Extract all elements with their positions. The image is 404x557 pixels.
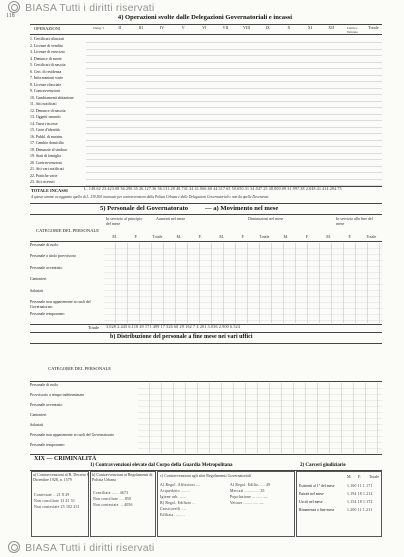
section-4-row-label: 12. Denunce di nascita: [30, 108, 66, 113]
section-5b-category: Personale temporaneo: [30, 443, 65, 447]
in-service-start-header: In servizio al principio del mese: [106, 216, 143, 226]
section-4-row-label: 20. Contravvenzioni: [30, 160, 62, 165]
section-5b-title: b) Distribuzione del personale a fine mese nei vari uffici: [110, 334, 253, 340]
section-4-row-label: 1. Certificati rilasciati: [30, 37, 65, 41]
rule: [30, 381, 382, 382]
section-4-row-label: 9. Contravvenzioni: [30, 89, 60, 94]
section-4-column-header: X: [287, 25, 291, 30]
section-4-row-label: 7. Informazioni varie: [30, 76, 63, 81]
rule: [30, 241, 382, 242]
section-xix-title: XIX — CRIMINALITÀ: [34, 456, 97, 462]
section-4-row-label: 3. Licenze di esercizio: [30, 50, 65, 55]
section-4-column-header: IV: [159, 25, 165, 30]
rule: [30, 332, 382, 333]
section-5-subcolumn: M.: [219, 234, 224, 239]
carceri-column-header: Totale: [369, 474, 379, 479]
section-4-column-header: III: [138, 25, 143, 30]
section-4-row: [30, 134, 382, 141]
section-5-subcolumn: M.: [176, 234, 182, 239]
xix-box-c: [157, 471, 295, 537]
section-5-subcolumn: F.: [305, 234, 309, 239]
section-5-total-values: 3.028 2.445 6.118 49 171 499 17 526 60 29 162 7 4 201 3.036 2.900 6.524: [106, 324, 241, 329]
section-4-row-label: 23. Atti ricevuti: [30, 180, 55, 185]
section-5-category: Personale di ruolo: [30, 243, 59, 247]
section-4-column-header: Totale: [368, 25, 379, 30]
rule: [30, 203, 382, 204]
section-5-subcolumn: F.: [134, 234, 138, 239]
xix-box-a: [31, 471, 89, 537]
carceri-row: Usciti nel mese: [299, 500, 323, 504]
carceri-row: Esistenti al 1° del mese: [299, 484, 335, 488]
total-incassi-label: TOTALE INCASSI: [31, 188, 68, 193]
carceri-column-header: F.: [358, 474, 361, 479]
xix-box-c-values-right: Al Regol. Ediliz. .... 49 Mercati ............. 35 Popolazione ......... — Vetture ............. —: [230, 483, 271, 505]
operations-column-header: OPERAZIONI: [34, 26, 61, 31]
section-4-row-label: 6. Cert. di residenza: [30, 69, 62, 74]
section-5-categories: [30, 243, 104, 323]
section-5-subcolumns: [104, 234, 382, 240]
watermark-bottom: BIASA Tutti i diritti riservati: [8, 541, 154, 554]
section-5b-number-grid: [138, 383, 382, 453]
section-5-subcolumn: F.: [241, 234, 245, 239]
personnel-categories-header: CATEGORIE DEL PERSONALE: [36, 228, 100, 233]
section-4-row-label: 8. Licenze rilasciate: [30, 82, 62, 87]
section-4-row: [30, 147, 382, 154]
section-4-row-label: 16. Pubbl. di matrim.: [30, 134, 64, 139]
xix-sub2-title: 2) Carceri giudiziarie: [300, 463, 346, 468]
section-5-title: 5) Personale del Governatorato: [100, 205, 189, 212]
section-4-column-header: V: [181, 25, 185, 30]
section-4-column-header: IX: [265, 25, 270, 30]
section-5b-office-headers: [140, 344, 382, 380]
watermark-top: BIASA Tutti i diritti riservati: [8, 1, 154, 14]
carceri-row: Entrati nel mese: [299, 492, 324, 496]
section-5-subcolumn: Totale: [366, 234, 377, 239]
section-4-row-label: 15. Carte d'identità: [30, 128, 60, 133]
section-5-total-label: Totale: [88, 325, 99, 330]
section-5-category: Cantonieri: [30, 277, 47, 282]
section-4-row: [30, 166, 382, 173]
section-5-number-grid: [104, 243, 382, 323]
section-4-table-body: [30, 36, 382, 186]
section-4-row-label: 4. Denunce di morte: [30, 56, 62, 61]
section-5-subcolumn: M.: [326, 234, 331, 239]
xix-box-b-title: b) Contravvenzioni ai Regolamenti di Polizia Urbana: [92, 472, 153, 482]
section-5-subcolumn: M.: [283, 234, 289, 239]
section-5b-category: Personale di ruolo: [30, 383, 59, 387]
section-5-subcolumn: F.: [198, 234, 202, 239]
decreases-header: Diminuzioni nel mese: [248, 216, 284, 221]
section-4-row-label: 22. Pratiche varie: [30, 173, 58, 178]
in-service-end-header: In servizio alla fine del mese: [336, 216, 373, 226]
total-incassi-values: L. 148.62 23.423.08 36.290.35 26.127.36 36.131.28 40.741.34 41.066.60 44.317.65 50.650.31 34.047.25 48.000.09 31.997.38 2.048.41 414.284.75: [84, 187, 342, 191]
section-5-category: Personale temporaneo: [30, 311, 65, 316]
section-5b-category: Cantonieri: [30, 413, 47, 417]
xix-box-c-values: A) Regol. Affissioni .... Acquedotto ........ Igiene urb. ...... B) Regol. Edilizio .. Cassicorelli .... Edilizia .........: [160, 483, 201, 517]
carceri-values: 1.160 11 1.171 1.194 18 1.212 1.154 18 1.172 1.200 11 1.211: [347, 484, 373, 512]
carceri-rows: [299, 482, 347, 522]
rule: [30, 454, 382, 455]
section-5b-category: Salariati: [30, 423, 43, 427]
section-4-column-header: Deleg. I: [93, 26, 104, 30]
section-5-category: Personale non appartenente ai ruoli del Governatorato: [30, 300, 91, 309]
section-4-row: [30, 82, 382, 89]
xix-sub1-title: 1) Contravvenzioni elevate dal Corpo della Guardia Metropolitana: [90, 463, 233, 468]
section-5-category: Personale a titolo provvisorio: [30, 254, 76, 259]
section-4-column-headers: [88, 26, 384, 34]
section-4-row-label: 14. Tasse riscosse: [30, 121, 58, 126]
section-5-category: Salariati: [30, 288, 43, 293]
xix-box-c-title: c) Contravvenzioni agli altri Regolamenti Governatoriali: [160, 473, 251, 478]
section-5b-categories: [30, 383, 138, 453]
xix-box-a-values: Contestate .. 21 8 29 Non conciliate 13 41 51 Non contestate 25 182 251: [34, 493, 80, 509]
section-5b-categories-header: CATEGORIE DEL PERSONALE: [48, 366, 112, 371]
section-4-row-label: 18. Denunzie al sindaco: [30, 147, 68, 152]
rule: [30, 214, 382, 215]
section-4-footnote: A queste somme va aggiunto quello di L. 239.500 incassate per contravvenzioni dalla Polizia Urbana e dalle Delegazioni Governatoriali e non da quelle Decentrate.: [31, 195, 270, 199]
section-4-row: [30, 179, 382, 186]
section-5-subcolumn: Totale: [259, 234, 270, 239]
section-5b-category: Personale avventizio: [30, 403, 63, 407]
increases-header: Aumenti nel mese: [156, 216, 186, 221]
section-4-column-header: VII: [222, 25, 229, 30]
section-4-column-header: VIII: [242, 25, 251, 30]
section-4-row-label: 21. Atti vari notificati: [30, 167, 64, 172]
section-4-row-label: 2. Licenze di vendita: [30, 43, 63, 48]
section-4-column-header: II: [118, 25, 122, 30]
section-5-subcolumn: F.: [348, 234, 352, 239]
biasa-logo-icon: [8, 1, 20, 13]
section-5-subcolumn: M.: [112, 234, 117, 239]
section-4-row-label: 13. Oggetti smarriti: [30, 115, 61, 120]
section-5-subcolumn: Totale: [152, 234, 163, 239]
section-4-column-header: VI: [202, 25, 207, 30]
section-4-row-label: 17. Cambio domicilio: [30, 141, 65, 146]
section-4-column-header: XII: [328, 25, 335, 30]
section-4-column-header: XI: [307, 25, 313, 30]
section-4-row-label: 11. Atti notificati: [30, 102, 57, 107]
section-4-row: [30, 49, 382, 56]
section-4-row: [30, 114, 382, 121]
xix-box-a-title: a) Contravvenzioni al R. Decreto 6 Dicembre 1928, n. 1579: [33, 472, 89, 482]
section-5b-category: Personale non appartenente ai ruoli del Governatorato: [30, 433, 115, 437]
section-5a-title: — a) Movimento nel mese: [205, 205, 279, 212]
xix-box-b: [90, 471, 156, 537]
rule: [30, 34, 382, 35]
section-4-row-label: 5. Certificati di nascita: [30, 63, 66, 68]
section-5-category: Personale avventizio: [30, 265, 63, 270]
section-4-title: 4) Operazioni svolte dalle Delegazioni Governatoriali e incassi: [117, 14, 293, 21]
page-number: 118: [6, 13, 15, 19]
section-4-row: [30, 101, 382, 108]
section-4-row-label: 19. Stati di famiglia: [30, 154, 61, 159]
section-4-row-label: 10. Cambiamenti abitazione: [30, 95, 74, 100]
biasa-logo-icon: [8, 541, 20, 553]
section-4-column-header: Centro e Vaticano: [346, 26, 358, 34]
carceri-column-header: M.: [347, 474, 352, 479]
xix-box-carceri: [296, 471, 382, 537]
section-5b-category: Provvisorio a tempo indeterminato: [30, 393, 85, 397]
carceri-row: Rimanenza a fine mese: [299, 508, 335, 512]
section-4-row: [30, 69, 382, 76]
xix-box-b-values: Conciliate ...... 4673 Non conciliate .... 850 Non contestate ... 4056: [93, 491, 133, 507]
